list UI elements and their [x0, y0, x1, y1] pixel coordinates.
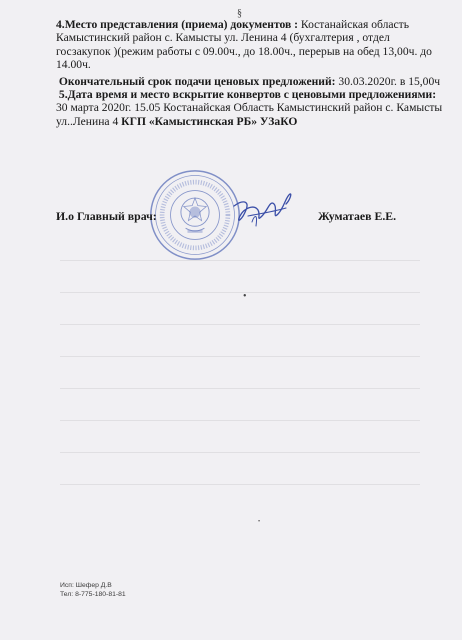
document-body	[56, 18, 446, 128]
deadline-text: 30.03.2020г. в 15,00ч	[338, 74, 441, 88]
section-4-heading: 4.Место представления (приема) документов :	[56, 18, 299, 31]
deadline-heading: Окончательный срок подачи ценовых предложений:	[58, 74, 336, 88]
signature-block	[56, 209, 446, 225]
section-5	[56, 88, 446, 128]
scan-speck: •	[243, 291, 247, 302]
section-4-text: Костанайская область Камыстинский район с. Камысты ул. Ленина 4 (бухгалтерия , отдел госзакупок )(режим работы с 09.00ч., до 18.00ч., перерыв на обед 13,00ч. до 14.00ч.	[56, 18, 432, 72]
phone-line: Тел: 8-775-180-81-81	[60, 591, 126, 598]
signatory-name: Жуматаев Е.Е.	[318, 209, 397, 223]
section-4	[56, 18, 446, 72]
executor-line: Исп: Шефер Д.В	[60, 582, 112, 589]
signatory-role: И.о Главный врач:	[56, 209, 157, 223]
deadline-paragraph	[56, 75, 446, 88]
scan-mark: §	[237, 8, 242, 19]
section-5-text: 30 марта 2020г. 15.05 Костанайская Область Камыстинский район с. Камысты ул..Ленина 4	[56, 101, 443, 128]
scan-speck: •	[258, 519, 261, 525]
footer-contact	[60, 581, 126, 599]
section-5-heading: 5.Дата время и место вскрытие конвертов с ценовыми предложениями:	[58, 88, 437, 102]
reverse-side-bleed	[60, 240, 440, 510]
section-5-organization: КГП «Камыстинская РБ» УЗаКО	[121, 114, 298, 128]
